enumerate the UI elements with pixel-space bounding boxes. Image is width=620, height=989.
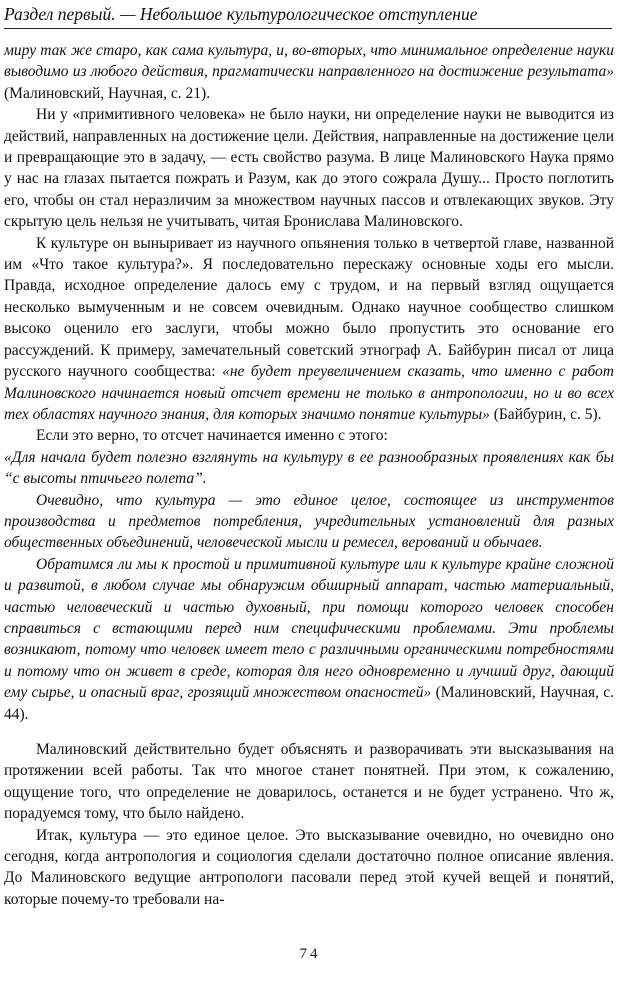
quote-paragraph-3-citation: (Малиновский, Научная, с. 44). [4,684,615,723]
paragraph-2: Ни у «примитивного человека» не было науки, ни определение науки не выводится из действий, направленных на достижение цели. Действия, направленные на достижение цели и превращающие это в задачу, — есть свойство разума. В лице Малиновского Наука прямо у нас на глазах пытается пожрать и Разум, как до этого сожрала Душу... Просто поглотить его, чтобы он стал неразличим за множеством научных пассов и отвлекающих звуков. Эту скрытую цель нельзя не учитывать, читая Бронислава Малиновского. [4,106,614,231]
paragraph-6: Итак, культура — это единое целое. Это высказывание очевидно, но очевидно оно сегодня, когда антропология и социология сделали достаточно полное описание явления. До Малиновского ведущие антропологи пасовали перед этой кучей вещей и понятий, которые почему-то требовали на- [4,826,614,908]
quote-paragraph-2: Очевидно, что культура — это единое целое, состоящее из инструментов производства и предметов потребления, учредительных установлений для разных общественных объединений, человеческой мысли и ремесел, верований и обычаев. [4,491,614,552]
paragraph-3 [4,233,614,426]
paragraph-3-text: К культуре он выныривает из научного опьянения только в четвертой главе, названной им «Что такое культура?». Я последовательно перескажу основные ходы его мысли. Правда, исходное определение далось ему с трудом, и на первый взгляд ощущается несколько вымученным и не совсем очевидным. Однако научное сообщество слишком высоко оценило его заслуги, чтобы можно было пропустить это основание его рассуждений. К примеру, замечательный советский этнограф А. Байбурин писал от лица русского научного сообщества: [4,234,614,381]
header-rule [4,28,612,29]
running-header: Раздел первый. — Небольшое культурологическое отступление [4,4,478,24]
page-body [4,40,614,910]
paragraph-3-quote: «не будет преувеличением сказать, что именно с работ Малиновского начинается новый отсчет времени не только в антропологии, но и во всех тех областях научного знания, для которых значимо понятие культуры» [4,363,614,423]
page-number: 74 [299,946,321,962]
paragraph-4: Если это верно, то отсчет начинается именно с этого: [36,427,388,445]
paragraph-1 [4,40,614,104]
paragraph-1-citation: (Малиновский, Научная, с. 21). [4,84,211,102]
quote-paragraph-1: «Для начала будет полезно взглянуть на культуру в ее разнообразных проявлениях как бы “с высоты птичьего полета”. [4,448,614,488]
paragraph-3-citation: (Байбурин, с. 5). [489,405,602,423]
paragraph-5: Малиновский действительно будет объяснять и разворачивать эти высказывания на протяжении всей работы. Так что многое станет понятней. При этом, к сожалению, ощущение того, что определение не доварилось, останется и не будет устранено. Что ж, порадуемся тому, что было найдено. [4,741,614,823]
quote-paragraph-3-text: Обратимся ли мы к простой и примитивной культуре или к культуре крайне сложной и развитой, в любом случае мы обнаружим обширный аппарат, частью материальный, частью человеческий и частью духовный, при помощи которого человек способен справиться с встающими перед ним специфическими проблемами. Эти проблемы возникают, потому что человек имеет тело с различными органическими потребностями и потому что он живет в среде, которая для него одновременно и лучший друг, дающий ему сырье, и опасный враг, грозящий множеством опасностей» [4,555,614,702]
quote-paragraph-3 [4,554,614,725]
paragraph-1-quote: миру так же старо, как сама культура, и, во-вторых, что минимальное определение науки выводимо из любого действия, прагматически направленного на достижение результата» [4,42,614,81]
